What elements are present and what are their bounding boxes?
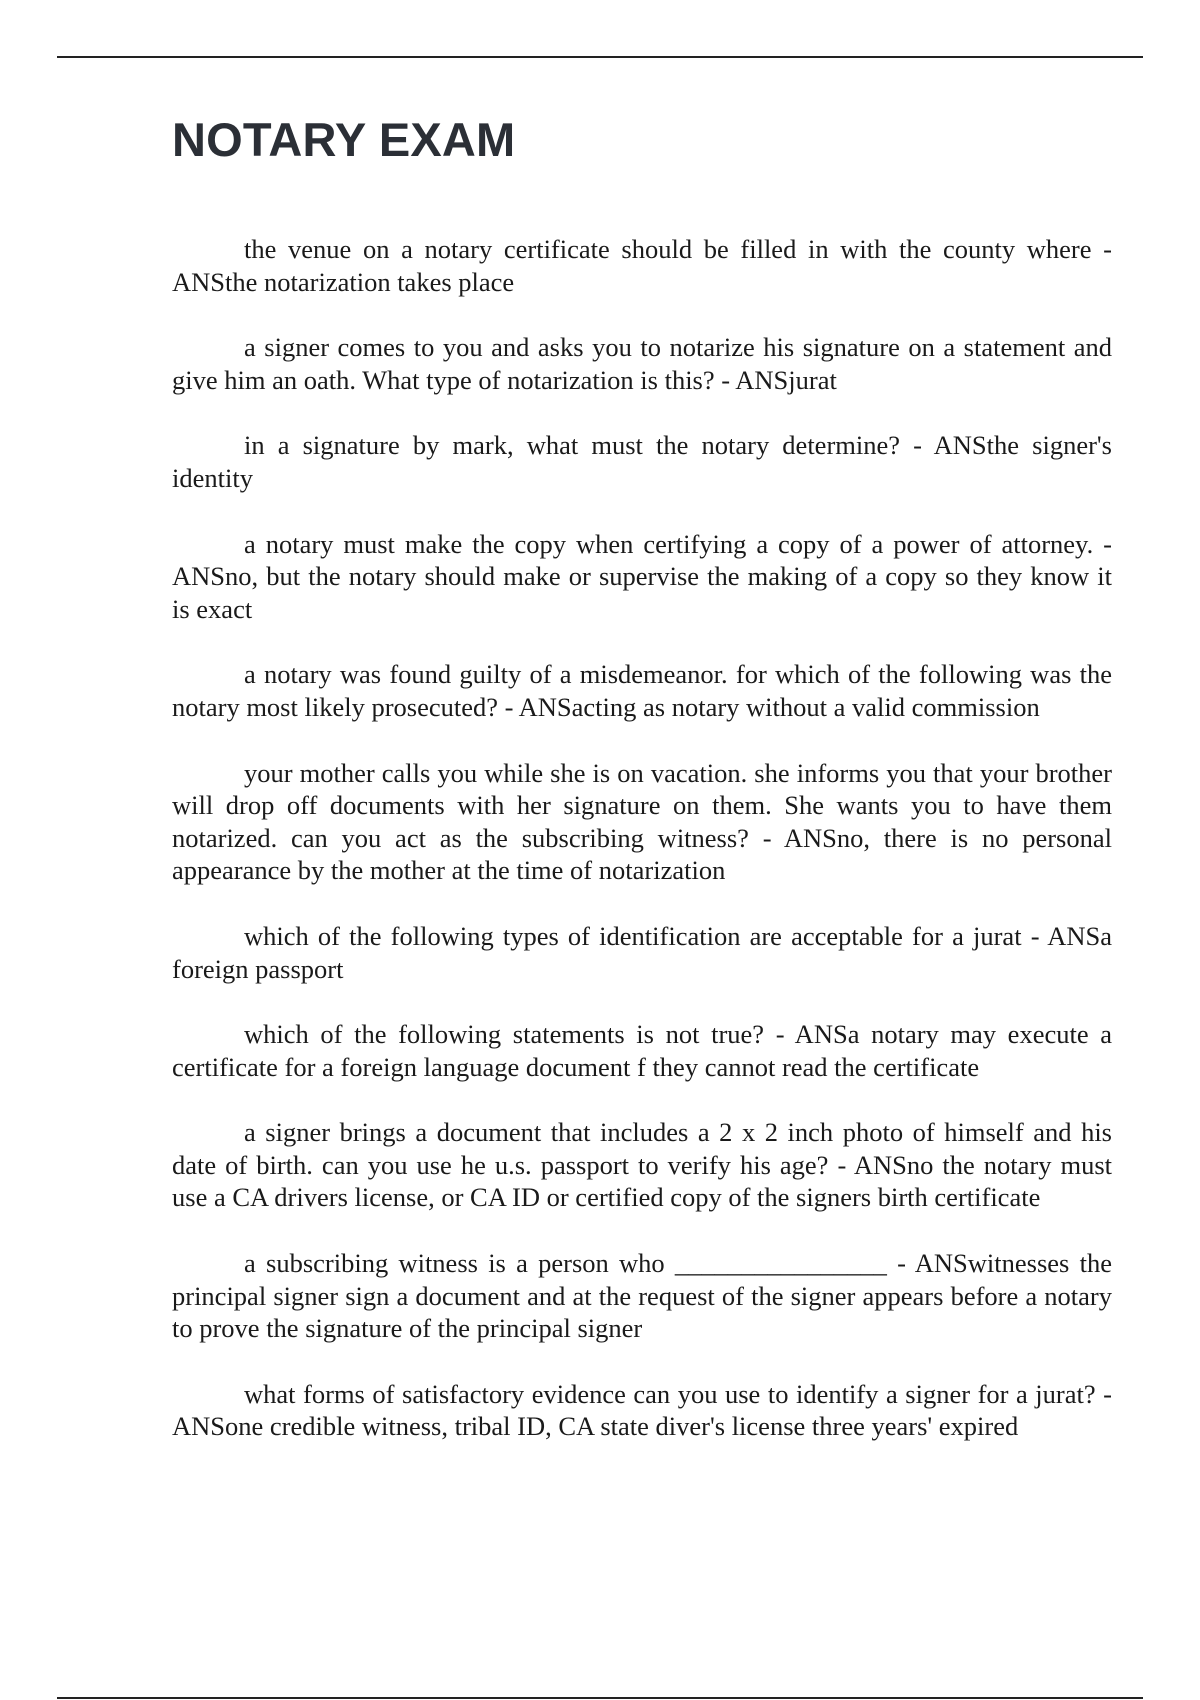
qa-item: a subscribing witness is a person who ________________ - ANSwitnesses the principal signer sign a document and at the request of the signer appears before a notary to prove the signature of the principal signer: [172, 1248, 1112, 1344]
qa-item: your mother calls you while she is on vacation. she informs you that your brother will drop off documents with her signature on them. She wants you to have them notarized. can you act as the subscribing witness? - ANSno, there is no personal appearance by the mother at the time of notarization: [172, 757, 1112, 886]
qa-item: a signer brings a document that includes a 2 x 2 inch photo of himself and his date of birth. can you use he u.s. passport to verify his age? - ANSno the notary must use a CA drivers license, or CA ID or certified copy of the signers birth certificate: [172, 1117, 1112, 1213]
qa-item: a notary was found guilty of a misdemeanor. for which of the following was the notary most likely prosecuted? - ANSacting as notary without a valid commission: [172, 659, 1112, 722]
qa-item: the venue on a notary certificate should be filled in with the county where - ANSthe notarization takes place: [172, 234, 1112, 297]
qa-item: a notary must make the copy when certifying a copy of a power of attorney. - ANSno, but the notary should make or supervise the making of a copy so they know it is exact: [172, 528, 1112, 624]
qa-item: in a signature by mark, what must the notary determine? - ANSthe signer's identity: [172, 430, 1112, 493]
qa-item: which of the following statements is not true? - ANSa notary may execute a certificate for a foreign language document f they cannot read the certificate: [172, 1019, 1112, 1082]
qa-item: what forms of satisfactory evidence can you use to identify a signer for a jurat? - ANSone credible witness, tribal ID, CA state diver's license three years' expired: [172, 1378, 1112, 1442]
page-title: NOTARY EXAM: [172, 113, 516, 166]
bottom-divider: [57, 1697, 1143, 1699]
qa-item: which of the following types of identification are acceptable for a jurat - ANSa foreign passport: [172, 920, 1112, 984]
qa-list: [172, 233, 1112, 1476]
qa-item: a signer comes to you and asks you to notarize his signature on a statement and give him an oath. What type of notarization is this? - ANSjurat: [172, 332, 1112, 395]
top-divider: [57, 56, 1143, 58]
